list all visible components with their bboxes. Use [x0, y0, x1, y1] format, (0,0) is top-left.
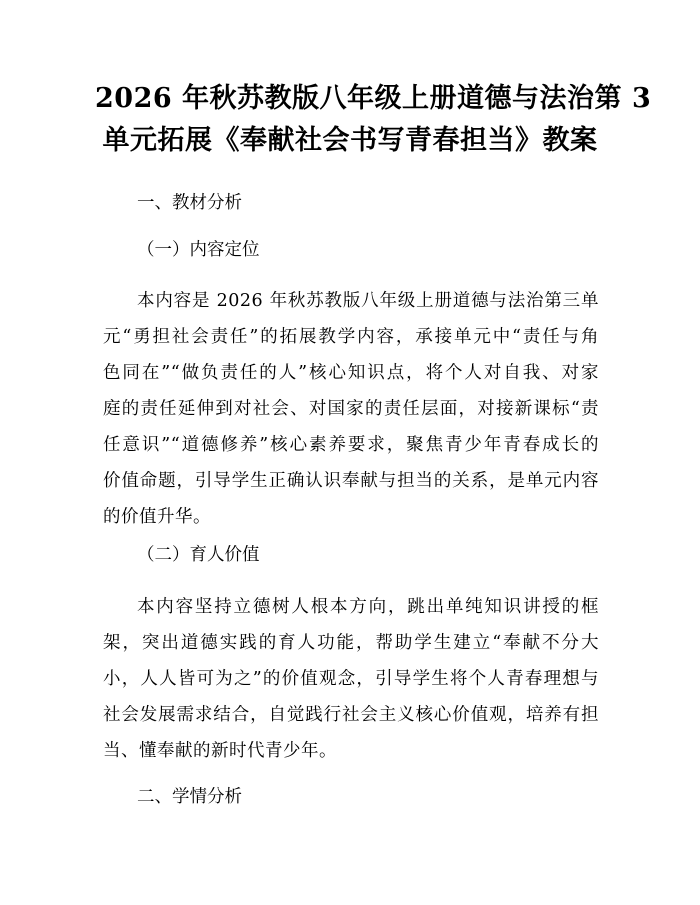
paragraph-educational-value [103, 589, 599, 769]
paragraph-line: 价值命题，引导学生正确认识奉献与担当的关系，是单元内容 [103, 471, 599, 491]
paragraph-line: 庭的责任延伸到对社会、对国家的责任层面，对接新课标“责 [103, 399, 599, 419]
document-title [95, 78, 652, 162]
paragraph-line: 的价值升华。 [103, 507, 211, 527]
paragraph-line: 当、懂奉献的新时代青少年。 [103, 741, 337, 761]
paragraph-line: 小，人人皆可为之”的价值观念，引导学生将个人青春理想与 [103, 669, 599, 689]
paragraph-line: 架，突出道德实践的育人功能，帮助学生建立“奉献不分大 [103, 633, 599, 653]
section-heading-textbook-analysis: 一、教材分析 [137, 193, 242, 213]
paragraph-line: 本内容坚持立德树人根本方向，跳出单纯知识讲授的框 [137, 597, 599, 617]
subsection-heading-educational-value: （二）育人价值 [137, 545, 260, 565]
title-line-1: 2026 年秋苏教版八年级上册道德与法治第 3 [95, 83, 652, 114]
paragraph-line: 社会发展需求结合，自觉践行社会主义核心价值观，培养有担 [103, 705, 599, 725]
title-line-2: 单元拓展《奉献社会书写青春担当》教案 [102, 125, 598, 156]
paragraph-line: 本内容是 2026 年秋苏教版八年级上册道德与法治第三单 [137, 291, 599, 311]
paragraph-content-positioning [103, 283, 599, 535]
paragraph-line: 元“勇担社会责任”的拓展教学内容，承接单元中“责任与角 [103, 327, 599, 347]
subsection-heading-content-positioning: （一）内容定位 [137, 240, 260, 260]
paragraph-line: 色同在”“做负责任的人”核心知识点，将个人对自我、对家 [103, 363, 599, 383]
section-heading-student-analysis: 二、学情分析 [137, 787, 242, 807]
paragraph-line: 任意识”“道德修养”核心素养要求，聚焦青少年青春成长的 [103, 435, 599, 455]
